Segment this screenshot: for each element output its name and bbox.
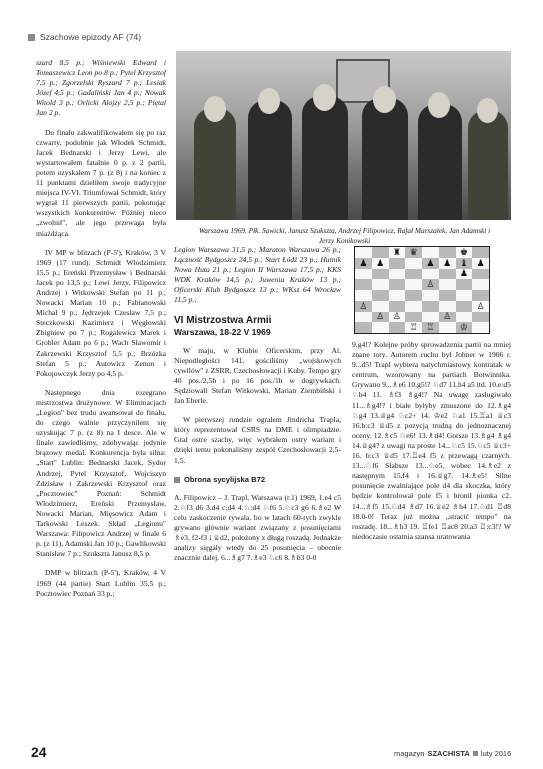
header-square-icon — [28, 34, 35, 41]
person-figure — [362, 98, 408, 220]
photo-caption: Warszawa 1969. Płk. Sawicki, Janusz Szukszta, Andrzej Filipowicz, Rafał Marszałek, Jan Adamski i Jerzy Konikowski — [198, 226, 491, 245]
chess-square — [422, 312, 439, 323]
chess-square — [472, 279, 489, 290]
opening-name: Obrona sycylijska B72 — [184, 474, 266, 484]
chess-square — [439, 290, 456, 301]
section-subtitle: Warszawa, 18-22 V 1969 — [174, 326, 271, 337]
body-paragraph-4: Następnego dnia rozegrano mistrzostwa drużynowe. W Eliminacjach „Legion" bez trudu awansował do finału, do czego walnie przyczyniłem się uzyskując 7 p. (z 8) na I desce. Ale w finale zawiedliśmy, zdobywając jedynie brązowy medal. Konkurencja była silna: „Start" Lublin: Bednarski Jacek, Sydor Andrzej, Pytel Krzysztof, Wojciszyn Zdzisław i Zakrzewski Krzysztof oraz „Pocztowiec" Poznań: Schmidt Włodzimierz, Ereński Przemysław, Nowacki Marian, Mięsowicz Adam i Tarkowski Leszek. Skład „Legionu" Warszawa: Filipowicz Andrzej w finale 6 p. (z 11), Adamski Jan 10 p.; Gawlikowski Stanisław 7 p.; Szukszta Janusz 8,5 p. — [36, 387, 166, 559]
chess-square — [405, 279, 422, 290]
chess-square — [472, 290, 489, 301]
chess-square — [422, 269, 439, 280]
person-figure — [248, 100, 292, 220]
game-commentary: 9.g4!? Kolejne próby sprowadzenia partii na mniej znane tory. Autorem ruchu był Johner w 1906 r. 9...d5! Trapl wybiera natychmiastowy kontratak w centrum, wzorowany na partiach Botwinnika. Grywano 9...♗e6 10.g5!? ♘d7 11.h4 a5 itd. 10.e:d5 ♘b4 11. ♗f3 ♗g4!? Na uwagę zasługiwało 11...♗g4!? i białe byłyby zmuszone do 12.♗g4 ♘g4 13.♕g4 ♘c2+ 14. ♔e2 ♘a1 15.♖a1 ♕c3 16.b:c3 ♕d5 z pozycją trudną do jednoznacznej oceny. 12.♗c5 ♘e6! 13.♗d4! Gorsze 13.♗g4 ♗g4 14.♕g4? z uwagi na proste 14...♘c5 15.♘c5 ♕c3+ 16. b:c3 ♕d5 17.♖e4 f5 z przewagą czarnych. 13...♘f6 Słabsze 13...♘e5, wobec 14.♗e2 z następnym 15,f4 i 16.♕g7. 14.♗e5! Silne posunięcie zwalniające pole d4 dla skoczka, który będzie kontrolował pole f5 i bronił pionka c2. 14...♗f5 15.♘d4 ♗d7 16.♕e2 ♗h4 17.♘d1 ♖d8 18.0-0! Teraz już można „stracić tempo" na roszadę. 18...♗h3 19. ♖fe1 ♖ac8 20.a3 ♖:c3!? W niedoczasie ostatnia szansa uratowania — [352, 340, 511, 541]
person-figure — [418, 104, 462, 220]
chess-square — [472, 312, 489, 323]
chess-square — [372, 290, 389, 301]
chess-square — [456, 301, 473, 312]
chess-square — [372, 322, 389, 333]
chess-piece-square: ♝ — [456, 258, 473, 269]
running-header — [28, 32, 141, 42]
chess-square — [405, 301, 422, 312]
chess-piece-square: ♙ — [439, 312, 456, 323]
chess-square — [389, 322, 406, 333]
chess-square — [439, 269, 456, 280]
column-2 — [174, 245, 341, 572]
chess-piece-square: ♟ — [355, 258, 372, 269]
chess-square — [439, 322, 456, 333]
running-title: Szachowe epizody AF (74) — [40, 32, 142, 42]
chess-piece-square: ♙ — [372, 312, 389, 323]
chess-square — [355, 322, 372, 333]
chess-square — [355, 312, 372, 323]
chess-square — [422, 290, 439, 301]
team-photo — [176, 51, 511, 220]
chess-piece-square: ♙ — [472, 301, 489, 312]
chess-square — [405, 290, 422, 301]
chess-square — [355, 290, 372, 301]
game-notation: A. Filipowicz – J. Trapl, Warszawa (r.1) 1969, 1.e4 c5 2.♘f3 d6 3.d4 c:d4 4.♘:d4 ♘f6 5.♘c3 g6 6.♗e2 W celu zaskoczenie rywala, bo w latach 60-tych zwykle grywano głównie wariant związany z posunięciami ♗e3, f2-f3 i ♕d2, położony z długą roszadą. Jednakże analizy sięgały wtedy do 25 posunięcia – obecnie znacznie dalej. 6...♗g7 7.♗e3 ♘c6 8.♗b3 0-0 — [174, 492, 341, 563]
chess-square — [472, 247, 489, 258]
magazine-prefix: magazyn — [394, 749, 425, 758]
person-head — [373, 86, 396, 113]
person-head — [477, 98, 498, 123]
chess-piece-square: ♙ — [389, 312, 406, 323]
chess-piece-square: ♟ — [439, 258, 456, 269]
section-title: VI Mistrzostwa Armii — [174, 314, 272, 326]
person-figure — [468, 110, 508, 220]
chess-square — [355, 269, 372, 280]
footer-square-icon — [473, 751, 478, 756]
chess-piece-square: ♚ — [456, 247, 473, 258]
chess-square — [355, 247, 372, 258]
column-1 — [36, 58, 166, 608]
chess-square — [372, 279, 389, 290]
opening-square-icon — [174, 477, 180, 483]
chess-piece-square: ♟ — [456, 269, 473, 280]
results-paragraph-3: IV MP w blitzach (P-5'), Kraków, 3 V 1969 (17 rund): Schmidt Włodzimierz 15,5 p.; Ereński Przemysław i Bednarski Jacek po 13,5 p.; Lewi Jerzy, Filipowicz Andrzej i Witkowski Stefan po 11 p.; Nowacki Marian 10 p.; Fabianowski Michał 9 p.; Jędrzejek Czesław 7,5 p.; Steczkowski Kazimierz i Węgłowski Zbigniew po 7 p.; Rogalewicz Marek i Grobler Adam po 6 p.; Wach Sławomir i Zakrzewski Krzysztof 5,5 p.; Brzózka Stefan 5 p.; Autowicz Zenon i Pokojowczyk Jerzy po 4,5 p. — [36, 247, 166, 378]
body-paragraph-2: Do finału zakwalifikowałem się po raz czwarty, podobnie jak Włodek Schmidt, Jacek Bednarski i Jerzy Lewi, ale wystartowałem fatalnie 0 p. z 2 partii, potem uzyskałem 7 p. (z 8) i na koniec z 11 punktami dzieliłem swoje tradycyjne miejsca IV-VI. Triumfował Schmidt, który wygrał 11 pierwszych partii, pokonując wszystkich konkurentów. Później nieco „zwolnił", ale jego przewaga była miażdżąca. — [36, 127, 166, 238]
chess-square — [439, 279, 456, 290]
chess-piece-square: ♜ — [389, 247, 406, 258]
results-paragraph: Legion Warszawa 31,5 p.; Maraton Warszawa 26 p.; Łączność Bydgoszcz 24,5 p.; Start Łódź 23 p.; Hutnik Nowa Huta 21 p.; Legion II Warszawa 17,5 p.; KKS WDK Kraków 14,5 p.; Juwenia Kraków 13 p.; Oficerski Klub Bydgoszcz 13 p.; WKsz 64 Wrocław 11,5 p.; — [174, 245, 341, 305]
results-paragraph-5: DMP w blitzach (P-5'), Kraków, 4 V 1969 (44 partie) Start Lublin 35,5 p.; Pocztowiec Poznań 33 p.; — [36, 568, 166, 598]
person-figure — [194, 108, 236, 220]
person-figure — [302, 96, 348, 220]
chess-square — [472, 322, 489, 333]
chess-square — [389, 279, 406, 290]
chess-piece-square: ♟ — [422, 258, 439, 269]
issue-date: luty 2016 — [480, 749, 512, 758]
page-number: 24 — [31, 744, 47, 760]
chess-piece-square: ♛ — [405, 247, 422, 258]
chess-square — [472, 269, 489, 280]
person-head — [258, 88, 280, 114]
chess-square — [439, 247, 456, 258]
chess-square — [405, 269, 422, 280]
chess-square — [372, 301, 389, 312]
chess-square — [456, 312, 473, 323]
chess-diagram — [354, 246, 490, 334]
chess-square — [405, 258, 422, 269]
chess-square — [389, 301, 406, 312]
chess-piece-square: ♙ — [422, 279, 439, 290]
chess-square — [405, 312, 422, 323]
chess-piece-square: ♟ — [372, 258, 389, 269]
chess-square — [456, 290, 473, 301]
chess-square — [422, 247, 439, 258]
column-3 — [352, 340, 511, 551]
person-head — [313, 84, 336, 111]
chess-square — [355, 279, 372, 290]
results-paragraph-1: szard 8,5 p.; Wiśniewski Edward i Tomaszewicz Leon po 8 p.; Pytel Krzysztof 7,5 p.; Zgorzelski Ryszard 7 p.; Lesiak Józef 4,5 p.; Gadaliński Jan 4 p.; Nowak Witold 3 p.; Orlicki Alojzy 2,5 p.; Piętal Jan 2 p. — [36, 58, 166, 118]
chess-piece-square: ♟ — [472, 258, 489, 269]
chess-piece-square: ♖ — [422, 322, 439, 333]
person-head — [428, 92, 450, 118]
body-paragraph: W pierwszej rundzie ograłem Jindricha Trapla, który reprezentował CSRS na DME i olimpiadzie. Grał ostre szachy, więc wybrałem ostry wariant i dzięki temu pokonaliśmy zespół Czechosłowacji 2,5-1,5. — [174, 415, 341, 465]
chess-square — [389, 290, 406, 301]
body-paragraph: W maju, w Klubie Oficerskim, przy Al. Niepodległości 141, gościliśmy „wojskowych cywilów" z ZSRR, Czechosłowacji i Kuby. Tempo gry 40 pos./2,5h i po 16 pos./1h w dogrywkach. Sędziowali Stefan Witkowski, Marian Ziembiński i Jan Eberle. — [174, 345, 341, 406]
person-head — [204, 96, 226, 122]
magazine-credit — [394, 749, 511, 758]
opening-label — [174, 475, 341, 485]
chess-square — [439, 301, 456, 312]
chess-square — [372, 247, 389, 258]
chess-piece-square: ♔ — [456, 322, 473, 333]
chess-piece-square: ♙ — [355, 301, 372, 312]
page-footer — [0, 744, 543, 761]
magazine-name: SZACHISTA — [427, 749, 470, 758]
chess-square — [389, 269, 406, 280]
chess-square — [422, 301, 439, 312]
chess-square — [372, 269, 389, 280]
chess-piece-square: ♖ — [405, 322, 422, 333]
chess-square — [456, 279, 473, 290]
chess-square — [389, 258, 406, 269]
